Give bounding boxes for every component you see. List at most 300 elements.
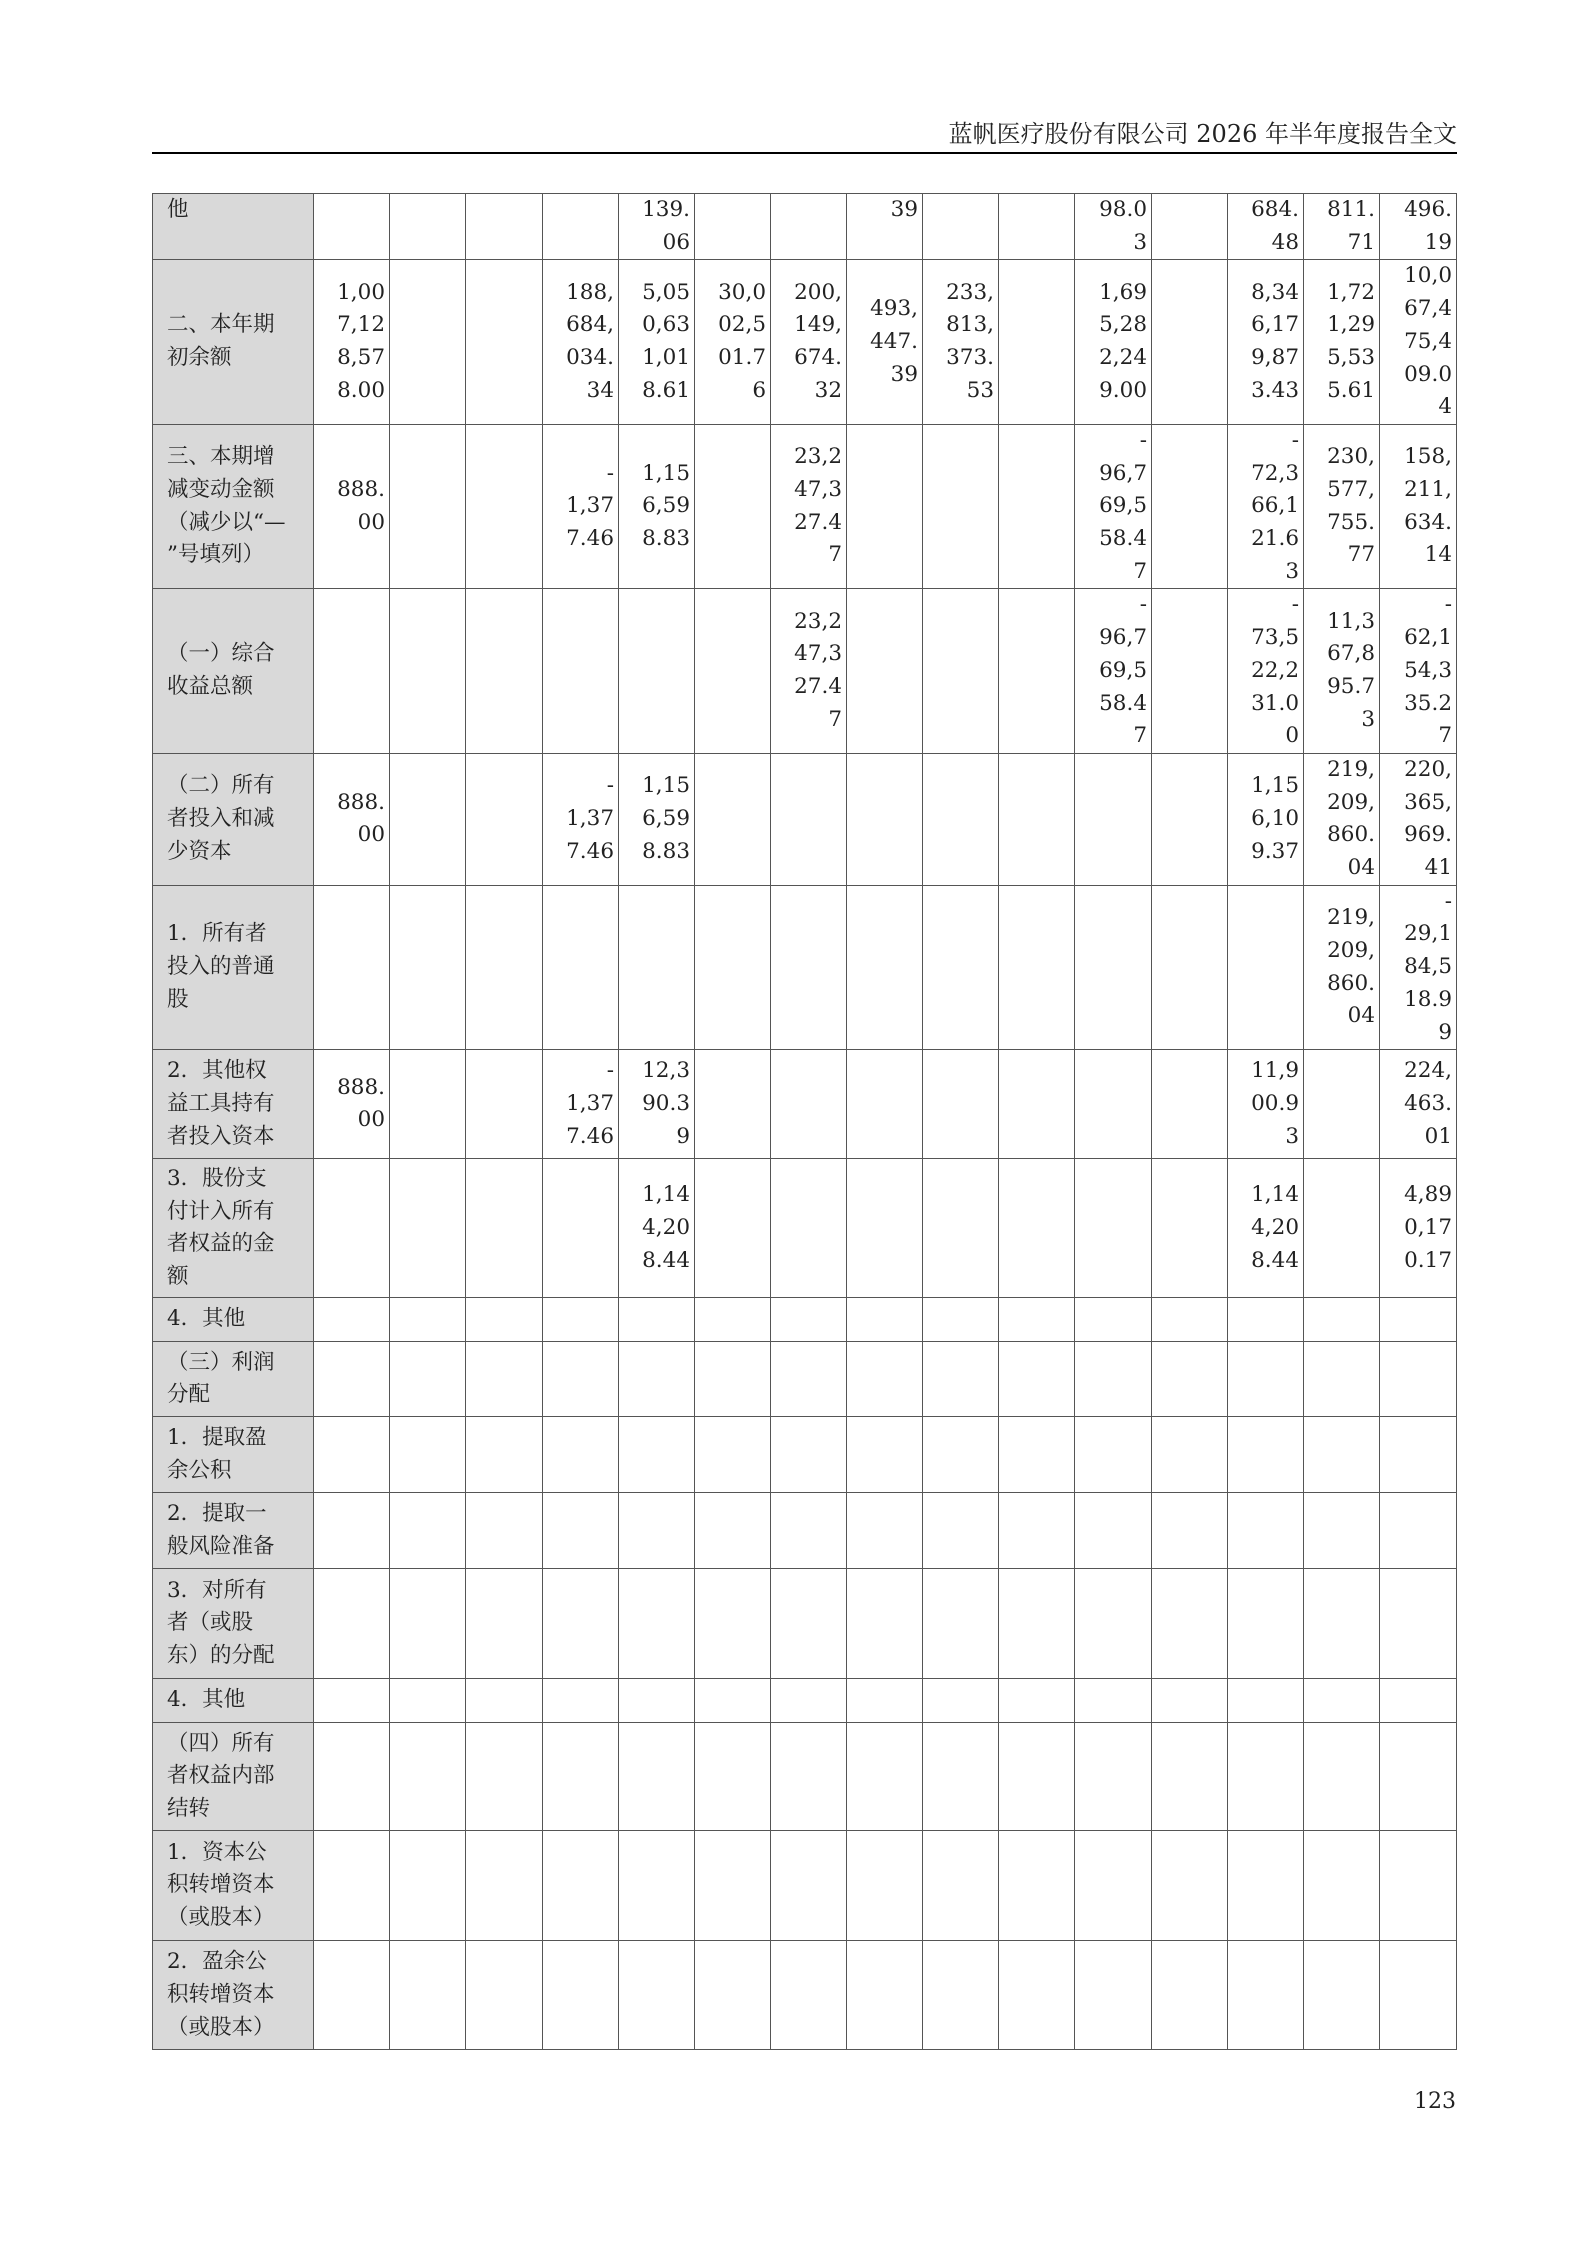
table-cell [695, 260, 771, 425]
table-cell [390, 1723, 466, 1831]
table-cell [1380, 1159, 1457, 1298]
table-cell [1228, 589, 1304, 754]
table-cell [923, 424, 999, 589]
row-label-line: 三、本期增 [167, 444, 275, 470]
cell-value-line: 9.37 [1251, 838, 1299, 864]
table-cell [314, 1050, 390, 1159]
row-label [153, 260, 314, 425]
table-cell [1152, 1159, 1228, 1298]
table-cell [466, 589, 543, 754]
cell-value-line: 493, [870, 296, 918, 322]
row-label-line: ”号填列） [167, 542, 264, 568]
table-cell [543, 1831, 619, 1941]
table-cell [543, 1493, 619, 1569]
table-cell [619, 424, 695, 589]
page-number: 123 [1414, 2089, 1456, 2114]
table-cell [466, 424, 543, 589]
cell-value-line: 11,3 [1327, 608, 1375, 634]
cell-value-line: 755. [1327, 509, 1375, 535]
cell-value-line: 634. [1404, 509, 1452, 535]
cell-value-line: 1,14 [642, 1182, 690, 1208]
table-cell [619, 1723, 695, 1831]
table-cell [619, 194, 695, 260]
row-label-line: 二、本年期 [167, 312, 275, 338]
table-cell [1075, 424, 1152, 589]
table-cell [1152, 1723, 1228, 1831]
cell-value-line: 1,72 [1327, 279, 1375, 305]
table-cell [999, 1723, 1075, 1831]
cell-value-line: 23,2 [794, 444, 842, 470]
table-cell [999, 1417, 1075, 1493]
table-cell [1380, 1723, 1457, 1831]
cell-value-line: - [1291, 592, 1299, 618]
table-cell [619, 1569, 695, 1679]
table-cell [1304, 1493, 1380, 1569]
table-cell [999, 194, 1075, 260]
cell-value-line: 8.61 [642, 377, 690, 403]
cell-value-line: 034. [566, 345, 614, 371]
row-label [153, 1723, 314, 1831]
cell-value-line: 01.7 [718, 345, 766, 371]
table-cell [619, 260, 695, 425]
table-cell [923, 885, 999, 1050]
row-label [153, 1493, 314, 1569]
row-label-line: 2．其他权 [167, 1058, 267, 1084]
table-cell [695, 1679, 771, 1723]
row-label-line: 2．提取一 [167, 1501, 267, 1527]
cell-value-line: 577, [1327, 476, 1375, 502]
table-cell [1304, 194, 1380, 260]
table-cell [1228, 1679, 1304, 1723]
table-cell [1075, 1050, 1152, 1159]
cell-value-line: 1,00 [337, 279, 385, 305]
table-cell [543, 1298, 619, 1342]
cell-value-line: 9.00 [1099, 377, 1147, 403]
cell-value-line: 5,05 [642, 279, 690, 305]
table-cell [1075, 1569, 1152, 1679]
table-cell [1304, 1941, 1380, 2050]
table-cell [1152, 424, 1228, 589]
table-cell [1228, 194, 1304, 260]
cell-value-line: 813, [946, 312, 994, 338]
cell-value-line: 4,89 [1404, 1182, 1452, 1208]
cell-value-line: 1,14 [1251, 1182, 1299, 1208]
cell-value-line: 684. [1251, 197, 1299, 222]
table-cell [695, 885, 771, 1050]
cell-value-line: 188, [566, 279, 614, 305]
cell-value-line: 47,3 [794, 641, 842, 667]
row-label-line: 者投入和减 [167, 806, 275, 831]
table-cell [999, 1298, 1075, 1342]
table-cell [466, 1417, 543, 1493]
table-cell [847, 194, 923, 260]
table-cell [1380, 1679, 1457, 1723]
cell-value-line: 5,53 [1327, 345, 1375, 371]
table-cell [771, 1723, 847, 1831]
row-label [153, 885, 314, 1050]
table-cell [1228, 1050, 1304, 1159]
table-cell [847, 260, 923, 425]
table-cell [923, 1159, 999, 1298]
table-cell [1075, 1831, 1152, 1941]
table-cell [1304, 1298, 1380, 1342]
table-cell [619, 1941, 695, 2050]
cell-value-line: 1,37 [566, 493, 614, 519]
table-cell [695, 753, 771, 885]
table-cell [543, 1679, 619, 1723]
table-cell [999, 1493, 1075, 1569]
cell-value-line: 373. [946, 345, 994, 371]
cell-value-line: 11,9 [1251, 1058, 1299, 1084]
table-cell [1152, 1050, 1228, 1159]
table-cell [771, 589, 847, 754]
cell-value-line: 39 [890, 361, 918, 387]
cell-value-line: 224, [1404, 1058, 1452, 1084]
table-cell [771, 1679, 847, 1723]
table-cell [1152, 1831, 1228, 1941]
table-cell [390, 1493, 466, 1569]
cell-value-line: 5.61 [1327, 377, 1375, 403]
row-label-line: （二）所有 [167, 773, 275, 799]
table-cell [1380, 885, 1457, 1050]
row-label [153, 753, 314, 885]
cell-value-line: 39 [890, 197, 918, 222]
row-label-line: （或股本） [167, 2014, 275, 2040]
table-row [153, 1417, 1457, 1493]
cell-value-line: 48 [1271, 229, 1299, 255]
table-cell [466, 753, 543, 885]
table-cell [1075, 589, 1152, 754]
table-cell [1304, 1417, 1380, 1493]
table-cell [543, 1050, 619, 1159]
cell-value-line: 888. [337, 789, 385, 815]
table-cell [1075, 260, 1152, 425]
cell-value-line: 06 [662, 229, 690, 255]
table-cell [771, 260, 847, 425]
row-label-line: （或股本） [167, 1905, 275, 1931]
cell-value-line: 1,69 [1099, 279, 1147, 305]
table-cell [1152, 1493, 1228, 1569]
table-cell [1304, 1159, 1380, 1298]
cell-value-line: 3 [1133, 229, 1147, 255]
table-cell [1380, 260, 1457, 425]
row-label-line: （四）所有 [167, 1730, 275, 1756]
cell-value-line: 29,1 [1404, 921, 1452, 947]
cell-value-line: 200, [794, 279, 842, 305]
cell-value-line: 23,2 [794, 608, 842, 634]
table-cell [1380, 424, 1457, 589]
table-cell [1304, 1050, 1380, 1159]
cell-value-line: 0.17 [1404, 1247, 1452, 1273]
table-cell [1152, 1298, 1228, 1342]
table-cell [314, 1831, 390, 1941]
table-cell [1075, 1298, 1152, 1342]
cell-value-line: 22,2 [1251, 657, 1299, 683]
table-cell [847, 1569, 923, 1679]
table-cell [1228, 1342, 1304, 1417]
cell-value-line: - [1139, 592, 1147, 618]
cell-value-line: 684, [566, 312, 614, 338]
table-cell [1380, 194, 1457, 260]
cell-value-line: 219, [1327, 905, 1375, 931]
table-cell [543, 1941, 619, 2050]
table-cell [1304, 1723, 1380, 1831]
cell-value-line: 4 [1438, 394, 1452, 420]
table-cell [466, 1941, 543, 2050]
cell-value-line: 860. [1327, 970, 1375, 996]
table-cell [466, 1493, 543, 1569]
cell-value-line: 6,17 [1251, 312, 1299, 338]
table-cell [1075, 1417, 1152, 1493]
table-cell [771, 424, 847, 589]
table-row [153, 753, 1457, 885]
table-cell [1228, 885, 1304, 1050]
table-cell [1304, 260, 1380, 425]
cell-value-line: 04 [1347, 855, 1375, 881]
cell-value-line: - [1444, 592, 1452, 618]
table-cell [695, 1569, 771, 1679]
table-cell [1304, 424, 1380, 589]
cell-value-line: - [606, 460, 614, 486]
table-cell [1075, 1342, 1152, 1417]
row-label-line: 般风险准备 [167, 1533, 275, 1559]
cell-value-line: 3 [1361, 706, 1375, 732]
cell-value-line: 888. [337, 1074, 385, 1100]
table-cell [1380, 1298, 1457, 1342]
cell-value-line: 158, [1404, 444, 1452, 470]
table-cell [619, 589, 695, 754]
table-cell [695, 1050, 771, 1159]
row-label [153, 1941, 314, 2050]
table-cell [543, 424, 619, 589]
cell-value-line: 10,0 [1404, 263, 1452, 289]
row-label-line: 减变动金额 [167, 476, 275, 502]
table-cell [999, 1569, 1075, 1679]
row-label-line: （三）利润 [167, 1349, 275, 1375]
table-cell [847, 1679, 923, 1723]
table-cell [923, 589, 999, 754]
cell-value-line: 73,5 [1251, 625, 1299, 651]
table-cell [999, 753, 1075, 885]
cell-value-line: 3 [1285, 1123, 1299, 1149]
cell-value-line: 7 [1133, 723, 1147, 749]
cell-value-line: 47,3 [794, 476, 842, 502]
cell-value-line: 7.46 [566, 1123, 614, 1149]
table-cell [847, 753, 923, 885]
header-divider [152, 152, 1457, 154]
table-cell [695, 1342, 771, 1417]
cell-value-line: 53 [966, 377, 994, 403]
cell-value-line: 00 [357, 822, 385, 848]
table-cell [619, 885, 695, 1050]
cell-value-line: 8.44 [642, 1247, 690, 1273]
table-cell [314, 1941, 390, 2050]
row-label-line: 者权益的金 [167, 1231, 275, 1257]
row-label [153, 589, 314, 754]
table-cell [1228, 1417, 1304, 1493]
table-cell [1228, 753, 1304, 885]
cell-value-line: - [1291, 427, 1299, 453]
table-cell [1228, 1298, 1304, 1342]
table-cell [314, 1342, 390, 1417]
table-cell [771, 1342, 847, 1417]
cell-value-line: 8.83 [642, 526, 690, 552]
table-row [153, 1941, 1457, 2050]
row-label-line: 1．提取盈 [167, 1425, 267, 1451]
table-cell [1152, 194, 1228, 260]
cell-value-line: 811. [1327, 197, 1375, 222]
table-cell [314, 753, 390, 885]
table-cell [543, 885, 619, 1050]
table-cell [771, 1941, 847, 2050]
table-cell [771, 1298, 847, 1342]
cell-value-line: 6,10 [1251, 806, 1299, 831]
table-cell [847, 1298, 923, 1342]
cell-value-line: 7.46 [566, 526, 614, 552]
table-cell [1075, 194, 1152, 260]
table-cell [390, 1941, 466, 2050]
table-cell [695, 1723, 771, 1831]
table-cell [1380, 1493, 1457, 1569]
cell-value-line: 69,5 [1099, 657, 1147, 683]
table-cell [1380, 589, 1457, 754]
table-cell [695, 424, 771, 589]
table-cell [771, 1831, 847, 1941]
table-cell [390, 1679, 466, 1723]
table-cell [390, 1050, 466, 1159]
cell-value-line: 67,8 [1327, 641, 1375, 667]
cell-value-line: 14 [1424, 542, 1452, 568]
cell-value-line: 4,20 [1251, 1214, 1299, 1240]
table-cell [847, 1723, 923, 1831]
table-cell [923, 753, 999, 885]
table-cell [923, 1569, 999, 1679]
cell-value-line: 463. [1404, 1090, 1452, 1116]
table-cell [847, 885, 923, 1050]
table-row [153, 589, 1457, 754]
table-cell [390, 194, 466, 260]
table-cell [1152, 885, 1228, 1050]
table-cell [1380, 1417, 1457, 1493]
cell-value-line: 8.44 [1251, 1247, 1299, 1273]
table-cell [771, 1050, 847, 1159]
cell-value-line: 09.0 [1404, 361, 1452, 387]
cell-value-line: 209, [1327, 789, 1375, 815]
table-cell [1152, 260, 1228, 425]
table-cell [314, 885, 390, 1050]
cell-value-line: 98.0 [1099, 197, 1147, 222]
table-cell [466, 1679, 543, 1723]
cell-value-line: 1,29 [1327, 312, 1375, 338]
row-label-line: 者投入资本 [167, 1123, 275, 1149]
table-cell [314, 1159, 390, 1298]
cell-value-line: 00 [357, 509, 385, 535]
cell-value-line: 0 [1285, 723, 1299, 749]
table-cell [619, 1679, 695, 1723]
cell-value-line: 3.43 [1251, 377, 1299, 403]
table-row [153, 1298, 1457, 1342]
cell-value-line: 219, [1327, 756, 1375, 782]
cell-value-line: 84,5 [1404, 954, 1452, 980]
cell-value-line: 209, [1327, 937, 1375, 963]
table-cell [1304, 1831, 1380, 1941]
table-cell [619, 1159, 695, 1298]
row-label-line: 4．其他 [167, 1687, 246, 1713]
cell-value-line: 72,3 [1251, 460, 1299, 486]
table-cell [466, 194, 543, 260]
table-cell [543, 1569, 619, 1679]
table-cell [466, 1723, 543, 1831]
cell-value-line: 35.2 [1404, 690, 1452, 716]
cell-value-line: 0,63 [642, 312, 690, 338]
cell-value-line: 27.4 [794, 509, 842, 535]
table-cell [390, 1159, 466, 1298]
table-cell [314, 1569, 390, 1679]
table-cell [1304, 1342, 1380, 1417]
table-cell [695, 1831, 771, 1941]
table-cell [314, 194, 390, 260]
cell-value-line: 00.9 [1251, 1090, 1299, 1116]
cell-value-line: 62,1 [1404, 625, 1452, 651]
cell-value-line: 1,15 [1251, 773, 1299, 799]
table-cell [847, 589, 923, 754]
row-label [153, 194, 314, 260]
row-label-line: 分配 [167, 1382, 211, 1408]
table-cell [695, 1493, 771, 1569]
row-label-line: 积转增资本 [167, 1981, 275, 2007]
table-row [153, 424, 1457, 589]
row-label-line: 额 [167, 1263, 189, 1289]
cell-value-line: 7 [1438, 723, 1452, 749]
table-cell [1075, 885, 1152, 1050]
table-cell [771, 1159, 847, 1298]
table-cell [1075, 1493, 1152, 1569]
cell-value-line: 95.7 [1327, 674, 1375, 700]
table-cell [543, 194, 619, 260]
row-label-line: 付计入所有 [167, 1198, 275, 1224]
table-cell [1380, 753, 1457, 885]
table-cell [1380, 1941, 1457, 2050]
table-cell [314, 424, 390, 589]
table-cell [619, 1050, 695, 1159]
cell-value-line: 67,4 [1404, 296, 1452, 322]
row-label-line: 1．资本公 [167, 1839, 267, 1865]
cell-value-line: 6,59 [642, 493, 690, 519]
table-cell [314, 1493, 390, 1569]
cell-value-line: 220, [1404, 756, 1452, 782]
table-cell [314, 1723, 390, 1831]
row-label-line: 收益总额 [167, 674, 254, 700]
table-cell [1380, 1342, 1457, 1417]
cell-value-line: 496. [1404, 197, 1452, 222]
table-cell [466, 1298, 543, 1342]
table-cell [390, 885, 466, 1050]
row-label-line: 余公积 [167, 1457, 232, 1483]
row-label-line: 4．其他 [167, 1306, 246, 1332]
table-cell [771, 1493, 847, 1569]
table-cell [390, 1569, 466, 1679]
cell-value-line: 1,37 [566, 1090, 614, 1116]
table-cell [1304, 753, 1380, 885]
table-cell [543, 260, 619, 425]
table-cell [314, 1417, 390, 1493]
table-cell [390, 424, 466, 589]
cell-value-line: 1,37 [566, 806, 614, 831]
table-cell [847, 1417, 923, 1493]
cell-value-line: 04 [1347, 1003, 1375, 1029]
cell-value-line: 31.0 [1251, 690, 1299, 716]
table-cell [999, 1679, 1075, 1723]
